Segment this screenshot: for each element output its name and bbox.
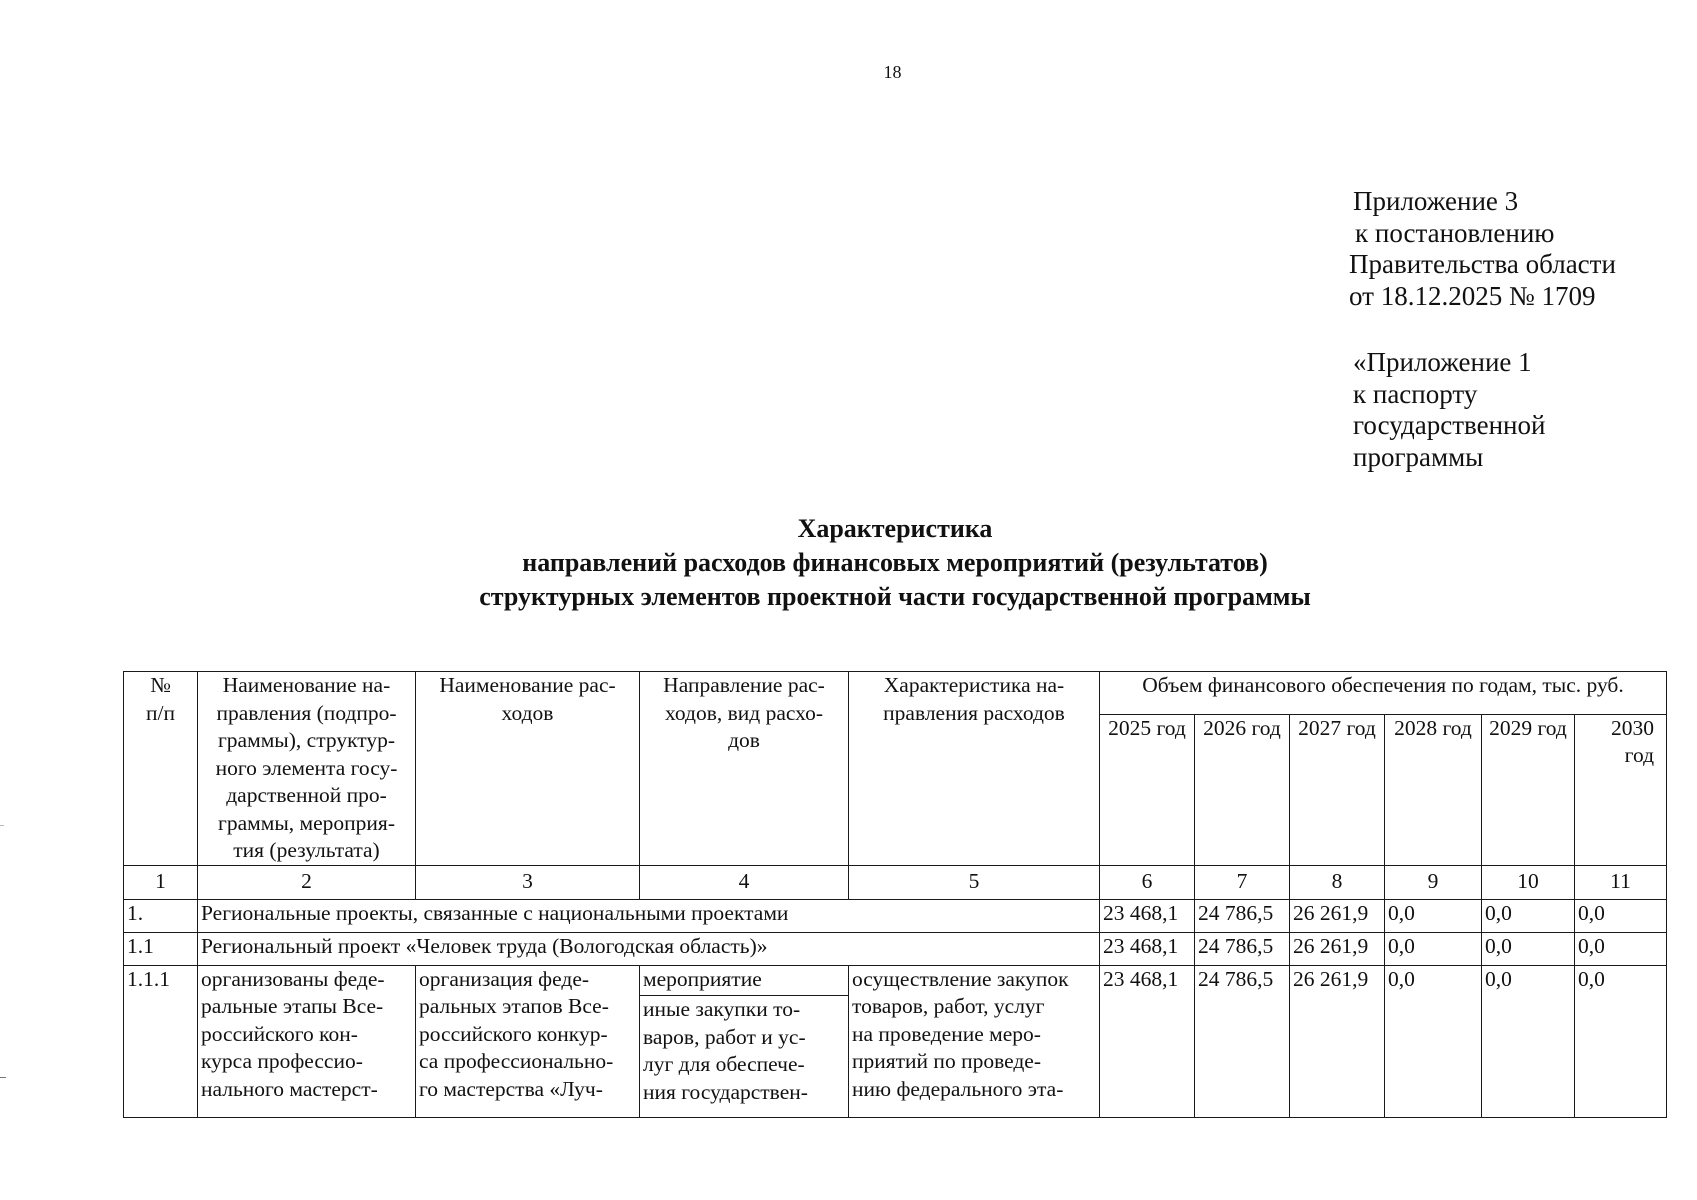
header-year: 2027 год — [1290, 714, 1385, 865]
appendix-line: Правительства области — [1349, 249, 1616, 279]
column-number: 5 — [849, 865, 1100, 899]
direction-characteristic: осуществление закупок товаров, работ, услуг на проведение меро- приятий по проведе- нию федерального эта- — [849, 965, 1100, 1117]
row-number: 1.1.1 — [124, 965, 198, 1117]
document-title — [0, 512, 1697, 614]
column-number: 9 — [1385, 865, 1482, 899]
row-value: 23 468,1 — [1100, 899, 1195, 932]
column-number: 3 — [416, 865, 640, 899]
appendix-reference — [1349, 186, 1616, 312]
column-number: 7 — [1195, 865, 1290, 899]
row-name: Региональный проект «Человек труда (Вологодская область)» — [198, 932, 1100, 965]
appendix-sub-line: государственной — [1353, 410, 1546, 440]
row-number: 1.1 — [124, 932, 198, 965]
header-direction-characteristic: Характеристика на- правления расходов — [849, 672, 1100, 866]
scan-mark — [0, 825, 4, 826]
appendix-sub-reference — [1353, 347, 1545, 473]
appendix-sub-line: программы — [1353, 441, 1484, 472]
appendix-line: Приложение 3 — [1353, 186, 1519, 216]
appendix-line: к постановлению — [1355, 217, 1555, 248]
column-number: 10 — [1482, 865, 1575, 899]
header-year: 2026 год — [1195, 714, 1290, 865]
header-name: Наименование на- правления (подпро- граммы), структур- ного элемента госу- дарственной про- граммы, мероприя- тия (результата) — [198, 672, 416, 866]
row-value: 23 468,1 — [1100, 932, 1195, 965]
table-row-detail — [124, 965, 1667, 1117]
table-row — [124, 932, 1667, 965]
expense-direction-type: мероприятие — [643, 966, 762, 991]
column-number: 8 — [1290, 865, 1385, 899]
row-value: 23 468,1 — [1100, 965, 1195, 1117]
expense-name: организация феде- ральных этапов Все- российского конкур- са профессионально- го мастерства «Луч- — [416, 965, 640, 1117]
column-number: 1 — [124, 865, 198, 899]
row-value: 0,0 — [1385, 932, 1482, 965]
header-year: 2028 год — [1385, 714, 1482, 865]
row-value: 0,0 — [1575, 965, 1667, 1117]
column-number: 4 — [640, 865, 849, 899]
row-number: 1. — [124, 899, 198, 932]
header-funding: Объем финансового обеспечения по годам, тыс. руб. — [1100, 672, 1667, 715]
expenditure-table — [123, 671, 1667, 1118]
header-year: 2025 год — [1100, 714, 1195, 865]
column-number: 6 — [1100, 865, 1195, 899]
header-year: 2029 год — [1482, 714, 1575, 865]
row-value: 24 786,5 — [1195, 965, 1290, 1117]
header-year: 2030 год — [1575, 714, 1667, 865]
row-value: 26 261,9 — [1290, 899, 1385, 932]
appendix-sub-line: «Приложение 1 — [1353, 347, 1532, 377]
column-number: 2 — [198, 865, 416, 899]
row-value: 0,0 — [1385, 899, 1482, 932]
row-name: Региональные проекты, связанные с национальными проектами — [198, 899, 1100, 932]
row-value: 26 261,9 — [1290, 965, 1385, 1117]
expense-kind: иные закупки то- варов, работ и ус- луг для обеспече- ния государствен- — [640, 995, 848, 1106]
row-value: 24 786,5 — [1195, 932, 1290, 965]
header-expense-direction: Направление рас- ходов, вид расхо- дов — [640, 672, 849, 866]
expense-direction — [640, 965, 849, 1117]
scan-mark — [0, 1077, 6, 1078]
title-line: Характеристика — [797, 514, 993, 543]
column-number: 11 — [1575, 865, 1667, 899]
table-row — [124, 899, 1667, 932]
result-name: организованы феде- ральные этапы Все- российского кон- курса профессио- нального мастерст- — [198, 965, 416, 1117]
row-value: 0,0 — [1482, 965, 1575, 1117]
row-value: 26 261,9 — [1290, 932, 1385, 965]
header-expense-name: Наименование рас- ходов — [416, 672, 640, 866]
row-value: 24 786,5 — [1195, 899, 1290, 932]
row-value: 0,0 — [1575, 932, 1667, 965]
header-number: № п/п — [124, 672, 198, 866]
page-number: 18 — [883, 62, 902, 82]
title-line: структурных элементов проектной части государственной программы — [479, 582, 1311, 611]
row-value: 0,0 — [1482, 899, 1575, 932]
row-value: 0,0 — [1482, 932, 1575, 965]
row-value: 0,0 — [1575, 899, 1667, 932]
header-row — [124, 672, 1667, 715]
appendix-sub-line: к паспорту — [1353, 378, 1478, 409]
row-value: 0,0 — [1385, 965, 1482, 1117]
title-line: направлений расходов финансовых мероприятий (результатов) — [522, 548, 1268, 577]
appendix-line: от 18.12.2025 № 1709 — [1349, 280, 1596, 311]
column-numbers-row — [124, 865, 1667, 899]
